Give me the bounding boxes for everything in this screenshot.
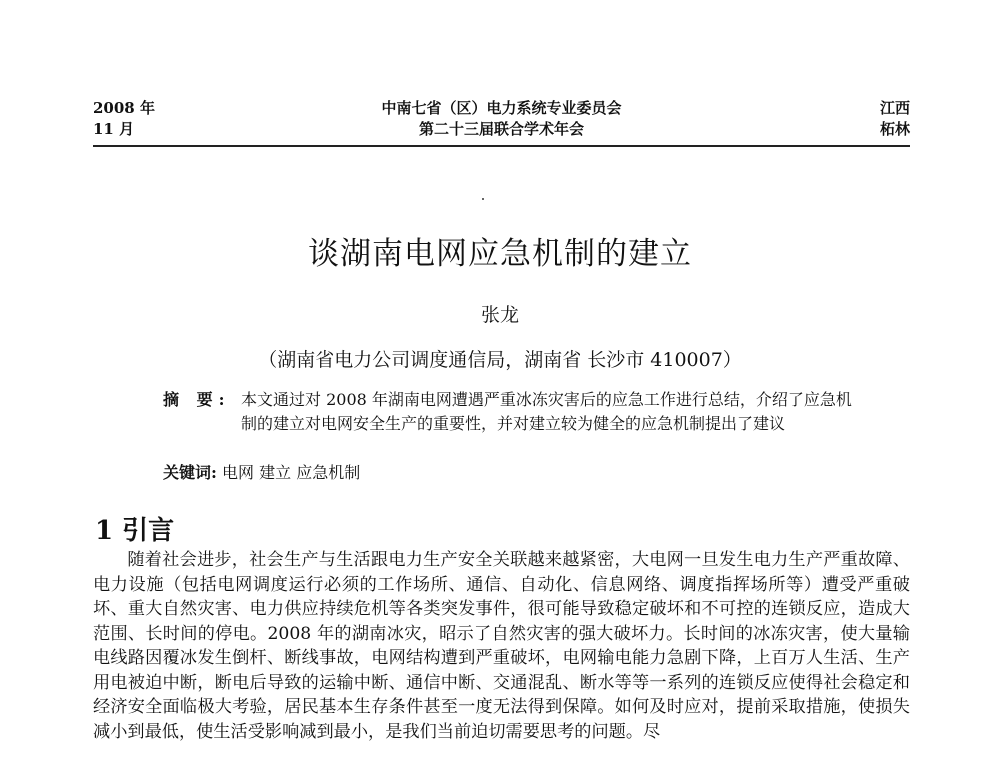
header-rule [93, 145, 910, 147]
header-year: 2008 年 [93, 99, 155, 117]
keywords-block [163, 461, 360, 485]
header-location [880, 98, 910, 140]
header-conference [93, 98, 910, 140]
body-paragraph: 随着社会进步，社会生产与生活跟电力生产安全关联越来越紧密，大电网一旦发生电力生产严重故障、电力设施（包括电网调度运行必须的工作场所、通信、自动化、信息网络、调度指挥场所等）遭受严重破坏、重大自然灾害、电力供应持续危机等各类突发事件，很可能导致稳定破坏和不可控的连锁反应，造成大范围、长时间的停电。2008 年的湖南冰灾，昭示了自然灾害的强大破坏力。长时间的冰冻灾害，使大量输电线路因覆冰发生倒杆、断线事故，电网结构遭到严重破坏，电网输电能力急剧下降，上百万人生活、生产用电被迫中断，断电后导致的运输中断、通信中断、交通混乱、断水等等一系列的连锁反应使得社会稳定和经济安全面临极大考验，居民基本生存条件甚至一度无法得到保障。如何及时应对，提前采取措施，使损失减小到最低，使生活受影响减到最小，是我们当前迫切需要思考的问题。尽 [93, 550, 910, 742]
scan-speck [482, 198, 484, 200]
paper-title: 谈湖南电网应急机制的建立 [308, 236, 692, 272]
keywords-label: 关键词: [163, 463, 217, 482]
section-heading: 1 引言 [95, 516, 175, 546]
page-header [93, 98, 910, 148]
header-month: 11 月 [93, 120, 135, 138]
header-province: 江西 [879, 99, 910, 117]
keywords-text: 电网 建立 应急机制 [222, 463, 361, 482]
paper-author: 张龙 [480, 304, 519, 326]
header-town: 柘林 [879, 120, 910, 138]
section-body [93, 548, 910, 744]
header-committee: 中南七省（区）电力系统专业委员会 [381, 99, 622, 117]
abstract-label: 摘 要: [163, 390, 231, 409]
abstract-block [163, 388, 853, 436]
author-affiliation: （湖南省电力公司调度通信局，湖南省 长沙市 410007） [258, 349, 742, 371]
header-meeting: 第二十三届联合学术年会 [418, 120, 584, 138]
abstract-text: 本文通过对 2008 年湖南电网遭遇严重冰冻灾害后的应急工作进行总结，介绍了应急机制的建立对电网安全生产的重要性，并对建立较为健全的应急机制提出了建议 [241, 390, 852, 433]
